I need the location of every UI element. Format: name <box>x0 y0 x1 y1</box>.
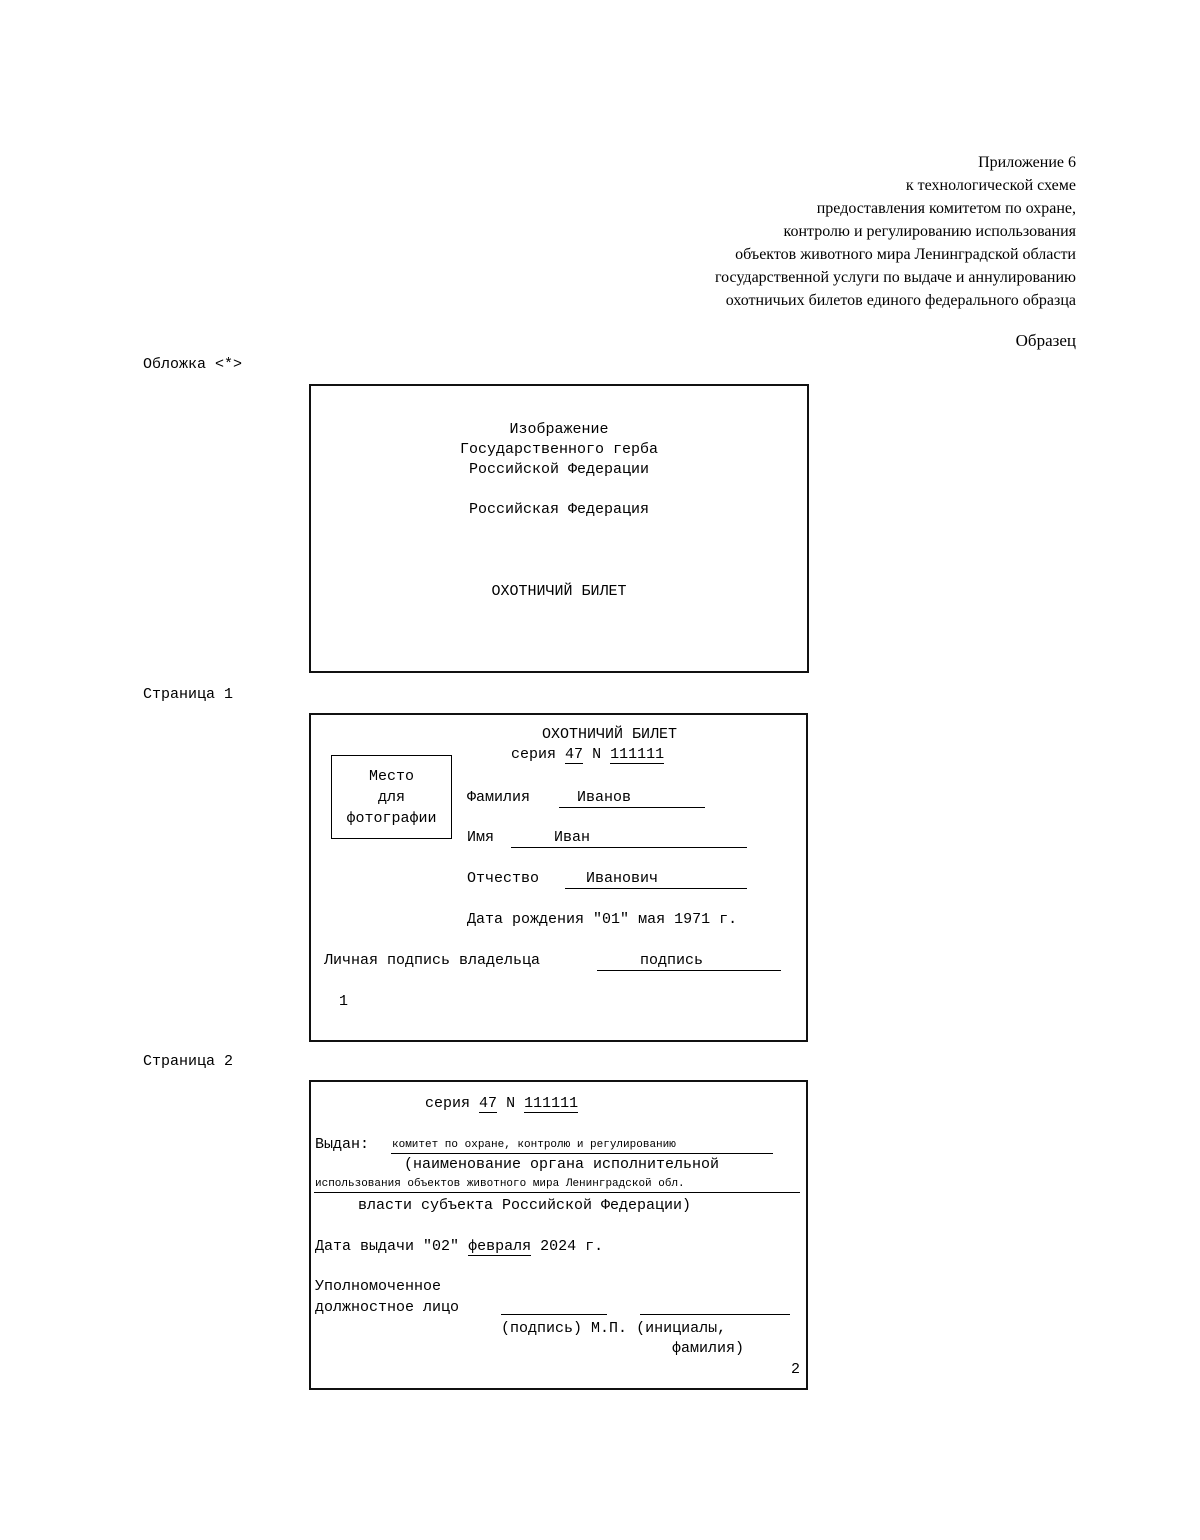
header-line: к технологической схеме <box>905 177 1076 194</box>
cover-label: Обложка <*> <box>143 356 243 373</box>
page1-title: ОХОТНИЧИЙ БИЛЕТ <box>542 726 678 743</box>
cover-title: ОХОТНИЧИЙ БИЛЕТ <box>491 583 627 600</box>
series-value: 47 <box>479 1095 498 1112</box>
birth-date-row <box>467 911 737 928</box>
number-label: N <box>592 746 602 763</box>
patronymic-label: Отчество <box>467 870 540 887</box>
name-underline <box>511 847 747 848</box>
official-label-1: Уполномоченное <box>315 1278 442 1295</box>
photo-line: для <box>377 789 405 806</box>
signature-stamp-row <box>501 1320 726 1337</box>
surname-value: Иванов <box>577 789 632 806</box>
issued-authority-line-1: комитет по охране, контролю и регулированию <box>392 1139 676 1151</box>
page1-series-row <box>511 746 664 764</box>
series-value: 47 <box>565 746 584 763</box>
emblem-line: Государственного герба <box>459 441 659 458</box>
cover-box <box>309 384 809 673</box>
header-line: предоставления комитетом по охране, <box>816 200 1076 217</box>
photo-line: фотографии <box>346 810 437 827</box>
owner-signature-underline <box>597 970 781 971</box>
name-label: Имя <box>467 829 495 846</box>
birth-day: "01" <box>593 911 630 928</box>
number-label: N <box>506 1095 516 1112</box>
initials-caption: (инициалы, <box>636 1320 727 1337</box>
surname-caption: фамилия) <box>672 1340 745 1357</box>
number-value: 111111 <box>610 746 665 763</box>
issue-day: "02" <box>423 1238 460 1255</box>
surname-underline <box>559 807 705 808</box>
appendix-header <box>715 151 1076 312</box>
page1-label: Страница 1 <box>143 686 234 703</box>
page1-number: 1 <box>339 993 349 1010</box>
issue-date-label: Дата выдачи <box>315 1238 415 1255</box>
official-initials-line <box>640 1314 790 1315</box>
owner-signature-value: подпись <box>640 952 704 969</box>
issued-caption-2: власти субъекта Российской Федерации) <box>358 1197 692 1214</box>
signature-caption: (подпись) <box>501 1320 583 1337</box>
number-value: 111111 <box>524 1095 579 1112</box>
owner-signature-label: Личная подпись владельца <box>324 952 541 969</box>
page2-label: Страница 2 <box>143 1053 234 1070</box>
patronymic-value: Иванович <box>586 870 659 887</box>
official-label-2: должностное лицо <box>315 1299 460 1316</box>
birth-label: Дата рождения <box>467 911 585 928</box>
header-line: государственной услуги по выдаче и аннулированию <box>714 269 1076 286</box>
official-signature-line <box>501 1314 607 1315</box>
page1-box <box>309 713 808 1042</box>
name-value: Иван <box>554 829 591 846</box>
issue-month: февраля <box>468 1238 532 1255</box>
stamp-caption: М.П. <box>591 1320 628 1337</box>
page2-box <box>309 1080 808 1390</box>
photo-line: Место <box>368 768 414 785</box>
page2-series-row <box>425 1095 578 1113</box>
series-label: серия <box>425 1095 471 1112</box>
photo-placeholder <box>331 755 452 839</box>
birth-year: 1971 г. <box>674 911 738 928</box>
header-line: охотничьих билетов единого федерального образца <box>725 292 1076 309</box>
issued-underline-1 <box>391 1153 773 1154</box>
emblem-line: Изображение <box>509 421 609 438</box>
patronymic-underline <box>565 888 747 889</box>
issue-year: 2024 г. <box>540 1238 604 1255</box>
cover-country: Российская Федерация <box>468 501 650 518</box>
emblem-line: Российской Федерации <box>468 461 650 478</box>
series-label: серия <box>511 746 557 763</box>
header-line: Приложение 6 <box>978 154 1076 171</box>
sample-label: Образец <box>1015 331 1076 350</box>
page2-number: 2 <box>791 1361 801 1378</box>
coat-of-arms-placeholder <box>311 420 807 480</box>
issued-caption-1: (наименование органа исполнительной <box>404 1156 720 1173</box>
birth-month: мая <box>638 911 666 928</box>
issued-label: Выдан: <box>315 1136 370 1153</box>
header-line: объектов животного мира Ленинградской области <box>735 246 1076 263</box>
issue-date-row <box>315 1238 603 1256</box>
header-line: контролю и регулированию использования <box>783 223 1076 240</box>
surname-label: Фамилия <box>467 789 531 806</box>
issued-underline-2 <box>314 1192 800 1193</box>
issued-authority-line-2: использования объектов животного мира Ленинградской обл. <box>315 1178 685 1190</box>
